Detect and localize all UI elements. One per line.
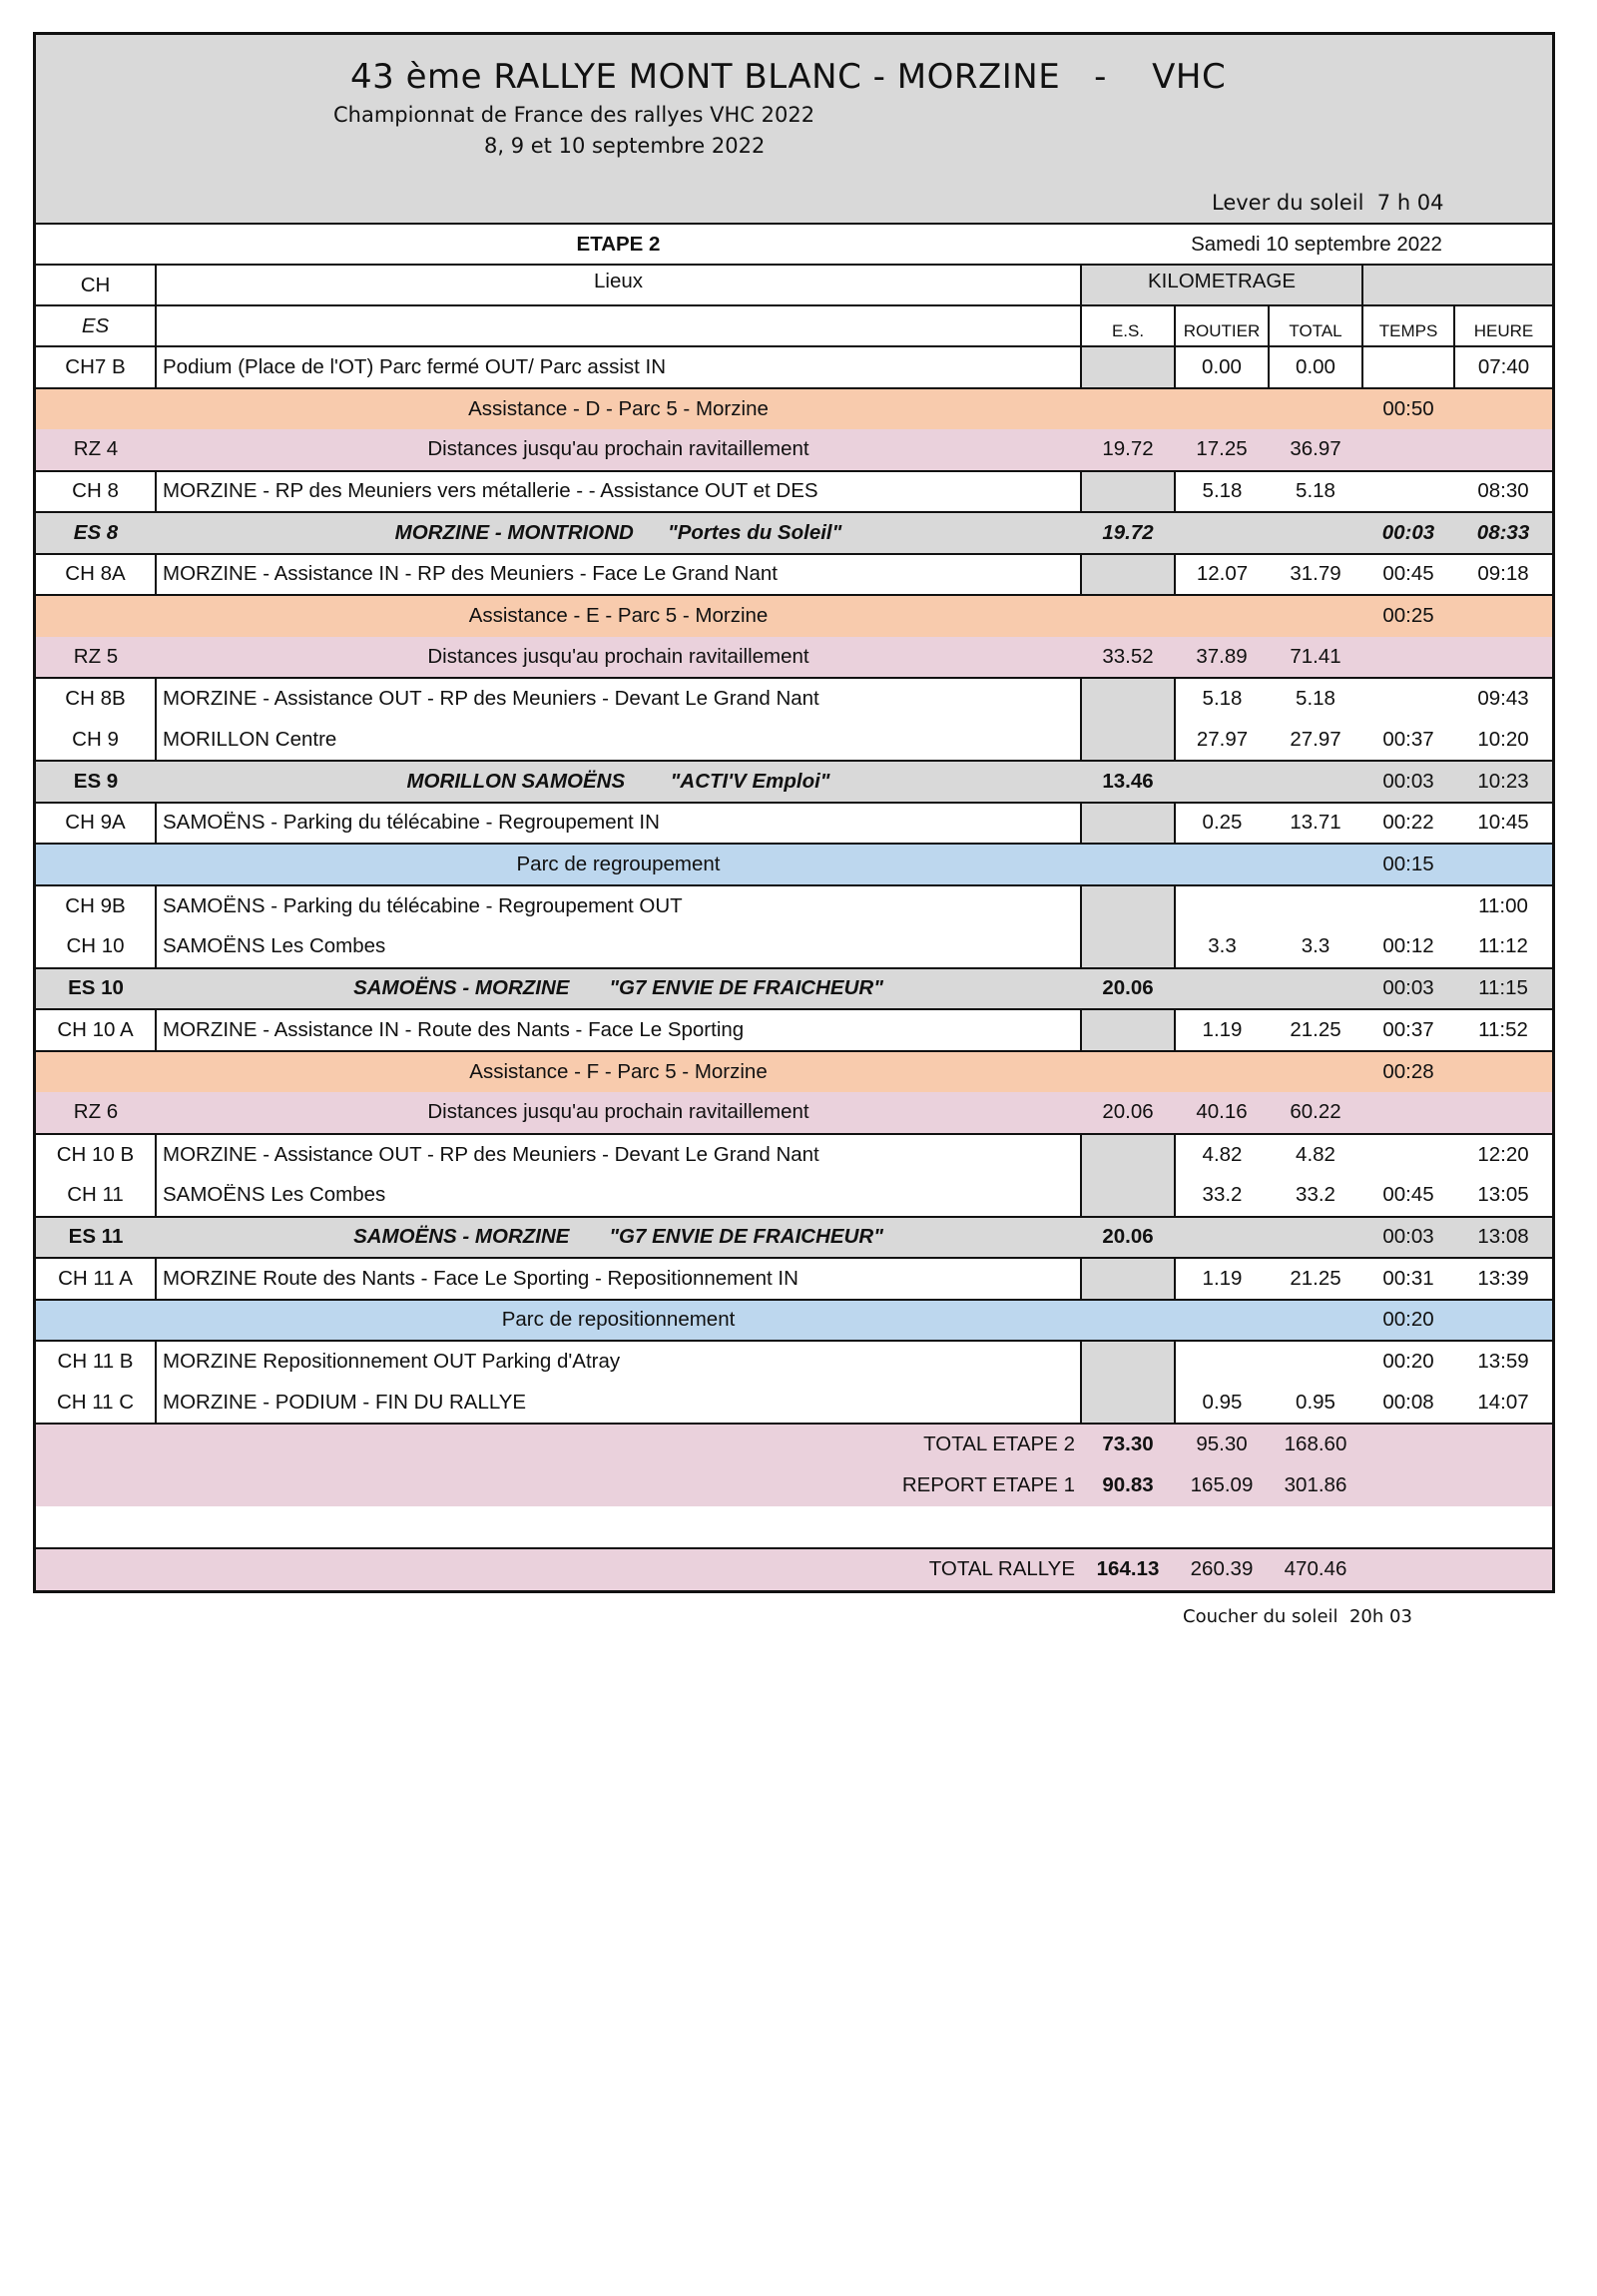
sunrise-time: Lever du soleil 7 h 04 [1212,191,1444,215]
cell-ch: RZ 4 [36,429,156,471]
cell-ch: RZ 6 [36,1092,156,1134]
col-total: TOTAL [1269,305,1362,346]
cell-es: 19.72 [1081,512,1175,554]
cell-temps: 00:20 [1382,1350,1434,1374]
timetable-sheet [33,32,1555,1593]
cell-heure: 14:07 [1477,1390,1529,1414]
cell-routier: 5.18 [1202,687,1243,711]
cell-routier: 27.97 [1196,727,1249,751]
cell-lieu: Parc de repositionnement [156,1300,1081,1342]
cell-ch: ES 8 [36,512,156,554]
cell-ch: CH 10 B [36,1134,156,1176]
table-row [36,1258,1552,1300]
total-routier: 260.39 [1175,1548,1269,1590]
cell-lieu: MORZINE Route des Nants - Face Le Sporting - Repositionnement IN [156,1258,1081,1300]
col-kilometrage: KILOMETRAGE [1081,265,1362,305]
assistance-row [36,595,1552,637]
table-row [36,554,1552,596]
distance-row [36,1092,1552,1134]
cell-temps: 00:20 [1362,1300,1454,1342]
cell-lieu: SAMOËNS Les Combes [156,1175,1081,1217]
cell-es [1081,1341,1175,1383]
cell-lieu: Distances jusqu'au prochain ravitaillement [156,429,1081,471]
cell-lieu: Parc de regroupement [156,844,1081,885]
cell-lieu: SAMOËNS - Parking du télécabine - Regroupement IN [156,803,1081,845]
cell-ch: CH7 B [36,346,156,388]
total-total: 470.46 [1269,1548,1362,1590]
cell-temps: 00:15 [1362,844,1454,885]
assistance-row [36,388,1552,430]
special-stage-row [36,1217,1552,1259]
cell-lieu: Podium (Place de l'OT) Parc fermé OUT/ Parc assist IN [156,346,1081,388]
cell-ch: CH 8B [36,678,156,720]
cell-routier: 3.3 [1208,934,1237,958]
table-row [36,1175,1552,1217]
cell-total: 60.22 [1269,1092,1362,1134]
cell-es [1081,926,1175,968]
cell-temps: 00:50 [1362,388,1454,430]
cell-routier: 37.89 [1175,637,1269,679]
cell-lieu: Assistance - D - Parc 5 - Morzine [156,388,1081,430]
cell-routier: 40.16 [1175,1092,1269,1134]
column-header-row-2 [36,305,1552,346]
cell-routier: 33.2 [1202,1183,1243,1207]
cell-lieu: MORZINE - Assistance IN - RP des Meuniers - Face Le Grand Nant [156,554,1081,596]
cell-es [1081,1258,1175,1300]
cell-temps: 00:37 [1382,1017,1434,1041]
distance-row [36,637,1552,679]
cell-heure: 08:30 [1477,479,1529,503]
cell-ch: CH 9A [36,803,156,845]
cell-total: 3.3 [1301,934,1331,958]
cell-heure: 13:05 [1477,1183,1529,1207]
cell-total: 5.18 [1296,479,1335,503]
total-total: 301.86 [1269,1465,1362,1507]
cell-lieu: SAMOËNS - MORZINE "G7 ENVIE DE FRAICHEUR" [156,968,1081,1010]
cell-total: 27.97 [1290,727,1341,751]
total-label: TOTAL RALLYE [36,1548,1081,1590]
cell-lieu: MORILLON SAMOËNS "ACTI'V Emploi" [156,761,1081,803]
cell-routier: 17.25 [1175,429,1269,471]
cell-lieu: Distances jusqu'au prochain ravitaillement [156,637,1081,679]
sunset-time: Coucher du soleil 20h 03 [1183,1606,1412,1627]
table-row [36,720,1552,762]
cell-heure: 07:40 [1477,354,1530,378]
cell-routier: 1.19 [1202,1266,1243,1290]
cell-es [1081,1383,1175,1425]
cell-heure: 10:23 [1454,761,1552,803]
cell-ch: ES 9 [36,761,156,803]
cell-ch: CH 9B [36,885,156,927]
cell-es [1081,346,1175,388]
table-row [36,926,1552,968]
cell-temps: 00:03 [1362,968,1454,1010]
cell-total: 33.2 [1296,1183,1335,1207]
cell-heure: 10:20 [1477,727,1529,751]
cell-ch: CH 11 A [36,1258,156,1300]
cell-es [1081,1134,1175,1176]
total-label: TOTAL ETAPE 2 [36,1424,1081,1465]
total-rallye-row [36,1548,1552,1590]
total-routier: 165.09 [1175,1465,1269,1507]
cell-lieu: SAMOËNS Les Combes [156,926,1081,968]
cell-ch: CH 11 C [36,1383,156,1425]
cell-heure: 11:00 [1478,893,1528,917]
cell-heure: 11:52 [1478,1017,1528,1041]
total-routier: 95.30 [1175,1424,1269,1465]
rally-dates: 8, 9 et 10 septembre 2022 [484,134,766,158]
cell-total: 21.25 [1290,1266,1341,1290]
cell-es: 20.06 [1081,1092,1175,1134]
etape-date: Samedi 10 septembre 2022 [1191,232,1442,256]
championship-subtitle: Championnat de France des rallyes VHC 2022 [333,103,815,127]
col-ch: CH [36,265,156,305]
cell-routier: 0.25 [1202,811,1243,835]
cell-es [1081,803,1175,845]
cell-total: 36.97 [1269,429,1362,471]
col-es-type: ES [36,305,156,346]
cell-es: 13.46 [1081,761,1175,803]
cell-es: 20.06 [1081,968,1175,1010]
col-es-km: E.S. [1081,305,1175,346]
cell-temps: 00:31 [1382,1266,1434,1290]
table-row [36,885,1552,927]
parc-row [36,844,1552,885]
cell-lieu: SAMOËNS - Parking du télécabine - Regroupement OUT [156,885,1081,927]
total-es: 73.30 [1081,1424,1175,1465]
special-stage-row [36,512,1552,554]
cell-total: 0.00 [1269,346,1362,388]
cell-total: 13.71 [1290,811,1341,835]
table-row [36,1341,1552,1383]
report-etape1-row [36,1465,1552,1507]
cell-total: 21.25 [1290,1017,1341,1041]
cell-temps: 00:03 [1362,1217,1454,1259]
assistance-row [36,1051,1552,1093]
special-stage-row [36,761,1552,803]
cell-total: 5.18 [1296,687,1335,711]
cell-ch: CH 9 [36,720,156,762]
cell-routier: 12.07 [1196,562,1249,586]
table-row [36,346,1552,388]
table-row [36,1134,1552,1176]
cell-temps: 00:37 [1382,727,1434,751]
cell-temps: 00:03 [1362,512,1454,554]
cell-heure: 11:12 [1478,934,1528,958]
cell-routier: 4.82 [1202,1142,1243,1166]
cell-es [1081,1009,1175,1051]
cell-es [1081,885,1175,927]
cell-es [1081,678,1175,720]
cell-lieu: MORZINE - PODIUM - FIN DU RALLYE [156,1383,1081,1425]
total-es: 90.83 [1081,1465,1175,1507]
special-stage-row [36,968,1552,1010]
cell-temps: 00:08 [1382,1390,1434,1414]
spacer-row [36,1506,1552,1548]
document-header [36,35,1552,225]
col-lieux: Lieux [156,265,1081,305]
cell-routier: 0.00 [1175,346,1269,388]
col-lieux-blank [156,305,1081,346]
cell-lieu: MORZINE - MONTRIOND "Portes du Soleil" [156,512,1081,554]
cell-ch: CH 10 A [36,1009,156,1051]
cell-total: 31.79 [1290,562,1341,586]
cell-lieu: Distances jusqu'au prochain ravitaillement [156,1092,1081,1134]
total-label: REPORT ETAPE 1 [36,1465,1081,1507]
cell-heure: 13:39 [1477,1266,1529,1290]
parc-row [36,1300,1552,1342]
cell-lieu: MORZINE - Assistance OUT - RP des Meuniers - Devant Le Grand Nant [156,1134,1081,1176]
cell-temps: 00:45 [1382,1183,1434,1207]
cell-temps: 00:45 [1382,562,1434,586]
cell-es: 33.52 [1081,637,1175,679]
cell-temps: 00:28 [1362,1051,1454,1093]
cell-es [1081,1175,1175,1217]
cell-heure: 10:45 [1477,811,1529,835]
table-row [36,803,1552,845]
cell-lieu: MORZINE Repositionnement OUT Parking d'Atray [156,1341,1081,1383]
cell-es: 20.06 [1081,1217,1175,1259]
etape-row [36,225,1552,265]
cell-routier: 0.95 [1202,1390,1243,1414]
cell-total: 71.41 [1269,637,1362,679]
cell-heure: 13:08 [1454,1217,1552,1259]
cell-temps: 00:25 [1362,595,1454,637]
cell-lieu: Assistance - F - Parc 5 - Morzine [156,1051,1081,1093]
cell-routier: 5.18 [1202,479,1243,503]
cell-ch: CH 8A [36,554,156,596]
cell-ch: CH 10 [36,926,156,968]
etape-label: ETAPE 2 [576,232,661,256]
cell-lieu: MORILLON Centre [156,720,1081,762]
cell-heure: 08:33 [1454,512,1552,554]
cell-ch: ES 11 [36,1217,156,1259]
cell-ch: CH 11 [36,1175,156,1217]
rally-title: 43 ème RALLYE MONT BLANC - MORZINE - VHC [350,57,1227,97]
cell-es [1081,471,1175,513]
total-etape2-row [36,1424,1552,1465]
cell-total: 4.82 [1296,1142,1335,1166]
cell-ch: CH 8 [36,471,156,513]
cell-lieu: MORZINE - Assistance IN - Route des Nants - Face Le Sporting [156,1009,1081,1051]
cell-lieu: MORZINE - RP des Meuniers vers métallerie - - Assistance OUT et DES [156,471,1081,513]
cell-ch: RZ 5 [36,637,156,679]
cell-heure: 09:43 [1477,687,1529,711]
cell-ch: CH 11 B [36,1341,156,1383]
cell-temps [1362,346,1454,388]
col-heure: HEURE [1454,305,1552,346]
table-row [36,1383,1552,1425]
cell-heure: 11:15 [1454,968,1552,1010]
cell-es [1081,554,1175,596]
distance-row [36,429,1552,471]
cell-heure: 09:18 [1477,562,1529,586]
table-row [36,1009,1552,1051]
cell-lieu: SAMOËNS - MORZINE "G7 ENVIE DE FRAICHEUR" [156,1217,1081,1259]
cell-es [1081,720,1175,762]
cell-heure: 12:20 [1477,1142,1529,1166]
total-total: 168.60 [1269,1424,1362,1465]
total-es: 164.13 [1081,1548,1175,1590]
cell-lieu: Assistance - E - Parc 5 - Morzine [156,595,1081,637]
table-row [36,678,1552,720]
cell-heure: 13:59 [1477,1350,1529,1374]
cell-routier: 1.19 [1202,1017,1243,1041]
table-row [36,471,1552,513]
cell-es: 19.72 [1081,429,1175,471]
cell-total: 0.95 [1296,1390,1335,1414]
cell-lieu: MORZINE - Assistance OUT - RP des Meuniers - Devant Le Grand Nant [156,678,1081,720]
cell-temps: 00:22 [1382,811,1434,835]
cell-ch: ES 10 [36,968,156,1010]
col-temps: TEMPS [1362,305,1454,346]
timetable [36,225,1552,1590]
col-routier: ROUTIER [1175,305,1269,346]
column-header-row-1 [36,265,1552,305]
cell-temps: 00:03 [1362,761,1454,803]
cell-temps: 00:12 [1382,934,1434,958]
col-time-group [1362,265,1552,305]
